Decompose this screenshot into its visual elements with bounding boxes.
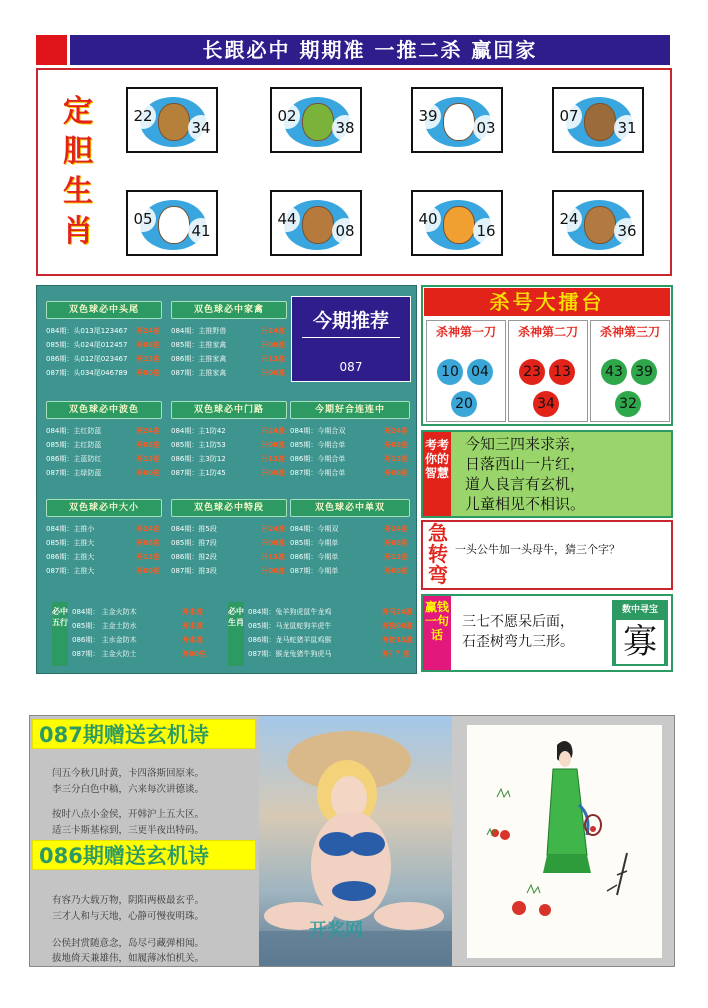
poem-line: 三才人和与天地，心静可慢夜明珠。	[52, 911, 205, 922]
prediction-result: 开00准	[261, 369, 285, 377]
kill-column	[590, 320, 670, 422]
ink-painting	[467, 725, 662, 958]
tree-branch	[607, 871, 627, 891]
zodiac-card	[126, 190, 218, 256]
zodiac-number: 31	[614, 115, 640, 141]
prediction-row	[290, 439, 410, 452]
kill-ball: 23	[519, 359, 545, 385]
prediction-row	[290, 467, 410, 480]
wuxing-row: 087期： 主金火防土 开00准	[72, 650, 206, 658]
prediction-text: 084期：推5段	[171, 525, 217, 533]
prediction-row	[171, 551, 287, 564]
wuxing-row: 085期： 主金土防水 开木准	[72, 622, 203, 630]
prediction-box-title: 双色球必中单双	[290, 499, 410, 517]
prediction-text: 087期：推3段	[171, 567, 217, 575]
dragon-icon	[302, 103, 334, 141]
prediction-row	[290, 551, 410, 564]
poem-line: 有容乃大载万物，阴阳两极最玄乎。	[52, 895, 205, 906]
zodiac-card	[552, 87, 644, 153]
apple-icon	[539, 904, 551, 916]
prediction-text: 085期：主推家禽	[171, 341, 227, 349]
prediction-result: 开24准	[384, 427, 408, 435]
wisdom-line: 儿童相见不相识。	[465, 495, 586, 513]
swimsuit-bottom	[332, 881, 376, 901]
prediction-row	[46, 537, 162, 550]
prediction-result: 开24准	[136, 525, 160, 533]
prediction-text: 086期：今期单	[290, 553, 339, 561]
wisdom-label: 考考你的智慧	[423, 432, 451, 516]
poem-line: 按时八点小金侯，开韩沪上五大区。	[52, 809, 205, 820]
shengxiao-row: 084期：兔羊狗虎鼠牛龙鸡 开马24准	[248, 608, 413, 616]
grass-shape	[497, 789, 510, 797]
kill-ball: 39	[631, 359, 657, 385]
poem-line: 适三卡斯基棕到，三更半夜出特码。	[52, 825, 205, 836]
prediction-row	[290, 425, 410, 438]
zodiac-card	[411, 190, 503, 256]
zodiac-card	[270, 190, 362, 256]
prediction-text: 084期：主1防42	[171, 427, 226, 435]
grass-shape	[527, 885, 540, 893]
prediction-result: 开13准	[384, 455, 408, 463]
zodiac-number: 41	[188, 218, 214, 244]
prediction-text: 085期：今期单	[290, 539, 339, 547]
prediction-text: 085期：推7段	[171, 539, 217, 547]
prediction-result: 开00准	[384, 567, 408, 575]
side-char: 生	[63, 174, 93, 209]
prediction-box-title: 双色球必中波色	[46, 401, 162, 419]
prediction-row	[171, 523, 287, 536]
dog-icon	[302, 206, 334, 244]
prediction-result: 开24准	[136, 327, 160, 335]
prediction-result: 开13准	[136, 553, 160, 561]
prediction-row	[46, 367, 162, 380]
kill-column	[426, 320, 506, 422]
zodiac-number: 08	[332, 218, 358, 244]
twist-label: 急转弯	[428, 521, 448, 587]
prediction-result: 开08准	[261, 539, 285, 547]
painting-illustration	[467, 725, 662, 958]
prediction-box-title: 双色球必中门路	[171, 401, 287, 419]
prediction-text: 086期：主3防12	[171, 455, 226, 463]
figure-face	[559, 751, 571, 767]
prediction-box	[46, 401, 162, 480]
zodiac-number: 07	[556, 103, 582, 129]
shengxiao-row: 086期：龙马蛇猪羊鼠鸡猴 开蛇13准	[248, 636, 413, 644]
header-red-block	[36, 35, 67, 65]
prediction-row	[290, 565, 410, 578]
zodiac-number: 39	[415, 103, 441, 129]
prediction-result: 开08准	[384, 441, 408, 449]
kill-ball: 43	[601, 359, 627, 385]
poem-line: 公侯封赏随意念，岛尽弓藏弹相闻。	[52, 938, 205, 949]
prediction-result: 开13准	[136, 455, 160, 463]
prediction-text: 085期：主推大	[46, 539, 95, 547]
prediction-text: 087期：今期单	[290, 567, 339, 575]
saying-label: 赢钱一句话	[423, 596, 451, 670]
prediction-text: 087期：主推家禽	[171, 369, 227, 377]
poem-line: 拔地倚天兼雄伟，如履薄冰怕机关。	[52, 953, 205, 964]
wisdom-line: 道人良言有玄机，	[465, 475, 586, 493]
prediction-row	[46, 565, 162, 578]
kill-ball: 10	[437, 359, 463, 385]
prediction-box-title: 双色球必中特段	[171, 499, 287, 517]
prediction-box	[171, 401, 287, 480]
shengxiao-label: 必中生肖	[228, 602, 244, 666]
prediction-text: 087期：主推大	[46, 567, 95, 575]
prediction-result: 开08准	[136, 441, 160, 449]
body-shape	[311, 811, 391, 921]
prediction-text: 084期：主推野兽	[171, 327, 227, 335]
zodiac-number: 02	[274, 103, 300, 129]
recommend-title: 今期推荐	[302, 306, 400, 338]
prediction-row	[171, 453, 287, 466]
prediction-result: 开24准	[136, 427, 160, 435]
saying-line: 三七不愿呆后面，	[462, 614, 574, 630]
rabbit-icon	[443, 103, 475, 141]
kill-column-title: 杀神第三刀	[599, 325, 660, 339]
zodiac-number: 36	[614, 218, 640, 244]
side-char: 肖	[63, 214, 93, 249]
ox-icon	[158, 206, 190, 244]
kill-column-title: 杀神第一刀	[435, 325, 496, 339]
prediction-row	[171, 425, 287, 438]
side-char: 定	[63, 94, 93, 129]
leg-shape	[374, 902, 444, 930]
prediction-row	[171, 367, 287, 380]
prediction-result: 开13准	[261, 553, 285, 561]
prediction-box	[290, 499, 410, 578]
zodiac-card	[270, 87, 362, 153]
prediction-text: 084期：今期合双	[290, 427, 346, 435]
apple-icon	[500, 830, 510, 840]
prediction-result: 开24准	[261, 327, 285, 335]
shengxiao-row: 087期：猴龙兔猪牛狗虎马 开？？准	[248, 650, 410, 658]
zodiac-number: 44	[274, 206, 300, 232]
tiger-icon	[443, 206, 475, 244]
prediction-result: 开00准	[136, 567, 160, 575]
prediction-row	[46, 425, 162, 438]
prediction-text: 086期：推2段	[171, 553, 217, 561]
prediction-result: 开24准	[261, 525, 285, 533]
apple-icon	[512, 901, 526, 915]
figure-robe-hem	[543, 855, 591, 873]
prediction-text: 086期：主蓝防红	[46, 455, 102, 463]
prediction-text: 084期：主推小	[46, 525, 95, 533]
zodiac-number: 03	[473, 115, 499, 141]
prediction-text: 087期：主绿防蓝	[46, 469, 102, 477]
prediction-text: 086期：头012尾023467	[46, 355, 128, 363]
wisdom-line: 今知三四来求亲，	[465, 435, 586, 453]
prediction-text: 084期：头013尾123467	[46, 327, 128, 335]
kill-column-title: 杀神第二刀	[517, 325, 578, 339]
zodiac-number: 22	[130, 103, 156, 129]
zodiac-side-label	[60, 92, 96, 252]
prediction-text: 084期：主红防蓝	[46, 427, 102, 435]
kill-ball: 04	[467, 359, 493, 385]
zodiac-number: 05	[130, 206, 156, 232]
wuxing-row: 086期： 主水金防木 开水准	[72, 636, 203, 644]
prediction-result: 开00准	[261, 567, 285, 575]
wuxing-label: 必中五行	[52, 602, 68, 666]
prediction-result: 开24准	[384, 525, 408, 533]
poem-title: 087期赠送玄机诗	[32, 719, 256, 749]
prediction-row	[290, 523, 410, 536]
prediction-box-title: 双色球必中大小	[46, 499, 162, 517]
prediction-result: 开13准	[384, 553, 408, 561]
prediction-row	[46, 453, 162, 466]
model-photo	[259, 716, 452, 966]
basket-fruit	[590, 826, 596, 832]
prediction-box-title: 双色球必中头尾	[46, 301, 162, 319]
ox-brown-icon	[584, 206, 616, 244]
saying-line: 石歪树弯九三形。	[462, 634, 574, 650]
prediction-box	[46, 301, 162, 380]
prediction-result: 开00准	[136, 469, 160, 477]
prediction-box-title: 今期好合连连中	[290, 401, 410, 419]
recommend-issue: 087	[339, 360, 363, 374]
prediction-result: 开08准	[261, 441, 285, 449]
prediction-box	[171, 301, 287, 380]
zodiac-number: 40	[415, 206, 441, 232]
prediction-result: 开08准	[136, 341, 160, 349]
kill-ball: 32	[615, 391, 641, 417]
prediction-result: 开13准	[261, 455, 285, 463]
prediction-text: 086期：主推家禽	[171, 355, 227, 363]
zodiac-number: 38	[332, 115, 358, 141]
prediction-row	[171, 565, 287, 578]
prediction-box-title: 双色球必中家禽	[171, 301, 287, 319]
kill-ball: 34	[533, 391, 559, 417]
prediction-box	[290, 401, 410, 480]
prediction-result: 开24准	[261, 427, 285, 435]
zodiac-card	[411, 87, 503, 153]
zodiac-number: 34	[188, 115, 214, 141]
kill-ball: 20	[451, 391, 477, 417]
prediction-result: 开00准	[261, 469, 285, 477]
poem-line: 李三分白色中稿，六来每次讲德谈。	[52, 784, 205, 795]
prediction-row	[46, 325, 162, 338]
prediction-text: 086期：今期合单	[290, 455, 346, 463]
prediction-row	[46, 467, 162, 480]
prediction-row	[46, 439, 162, 452]
prediction-text: 085期：今期合单	[290, 441, 346, 449]
twist-text: 一头公牛加一头母牛，猜三个字？	[455, 543, 620, 556]
kill-board-title: 杀号大擂台	[424, 288, 670, 316]
prediction-result: 开08准	[261, 341, 285, 349]
prediction-text: 084期：今期双	[290, 525, 339, 533]
prediction-row	[46, 339, 162, 352]
prediction-row	[171, 353, 287, 366]
prediction-row	[171, 439, 287, 452]
wisdom-line: 日落西山一片红，	[465, 455, 586, 473]
prediction-row	[171, 467, 287, 480]
prediction-row	[290, 453, 410, 466]
shengxiao-row: 085期：马龙鼠蛇狗羊虎牛 开狗08准	[248, 622, 413, 630]
prediction-text: 086期：主推大	[46, 553, 95, 561]
header-banner: 长跟必中 期期准 一推二杀 赢回家	[70, 35, 670, 65]
poem-line: 闫五今秋几时黄，卡四洛斯回原来。	[52, 768, 205, 779]
prediction-text: 085期：头024尾012457	[46, 341, 128, 349]
prediction-result: 开13准	[261, 355, 285, 363]
pig-icon	[584, 103, 616, 141]
prediction-row	[171, 537, 287, 550]
prediction-text: 085期：主1防53	[171, 441, 226, 449]
poem-title: 086期赠送玄机诗	[32, 840, 256, 870]
prediction-row	[46, 353, 162, 366]
zodiac-number: 16	[473, 218, 499, 244]
prediction-text: 085期：主红防蓝	[46, 441, 102, 449]
zodiac-number: 24	[556, 206, 582, 232]
prediction-box	[46, 499, 162, 578]
treasure-label: 数中寻宝	[621, 605, 658, 615]
zodiac-card	[552, 190, 644, 256]
prediction-result: 开00准	[384, 469, 408, 477]
wuxing-box	[52, 602, 224, 666]
saying-text	[462, 612, 612, 652]
monkey-icon	[158, 103, 190, 141]
prediction-result: 开08准	[384, 539, 408, 547]
prediction-result: 开08准	[136, 539, 160, 547]
figure-robe	[547, 769, 587, 855]
wisdom-text	[465, 434, 665, 514]
swimsuit-top	[349, 832, 385, 856]
treasure-char: 寡	[616, 620, 664, 664]
kill-ball: 13	[549, 359, 575, 385]
photo-watermark: 开奖网	[309, 920, 363, 941]
prediction-row	[171, 339, 287, 352]
shengxiao-box	[228, 602, 412, 666]
prediction-box	[171, 499, 287, 578]
zodiac-card	[126, 87, 218, 153]
recommend-box	[291, 296, 411, 382]
kill-column	[508, 320, 588, 422]
prediction-result: 开00准	[136, 369, 160, 377]
prediction-text: 087期：今期合单	[290, 469, 346, 477]
prediction-row	[46, 551, 162, 564]
side-char: 胆	[63, 134, 93, 169]
wuxing-row: 084期： 主金火防木 开木准	[72, 608, 203, 616]
prediction-result: 开13准	[136, 355, 160, 363]
prediction-text: 087期：头034尾046789	[46, 369, 128, 377]
prediction-text: 087期：主1防45	[171, 469, 226, 477]
prediction-row	[290, 537, 410, 550]
prediction-row	[171, 325, 287, 338]
prediction-row	[46, 523, 162, 536]
